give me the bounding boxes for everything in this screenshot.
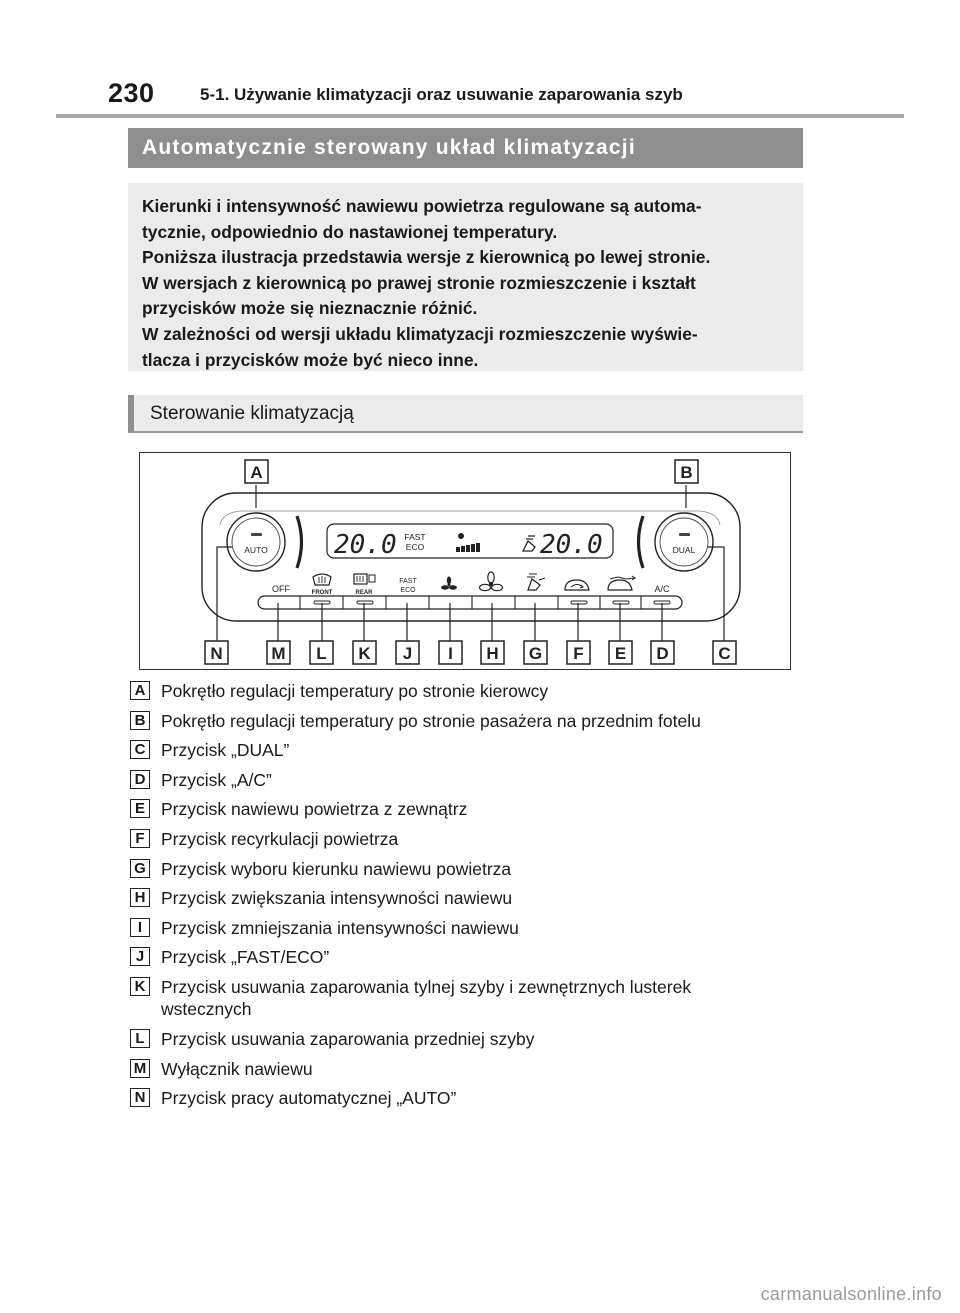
legend-text: Przycisk zwiększania intensywności nawiewu xyxy=(161,888,513,909)
legend-letter: A xyxy=(130,681,150,700)
legend-text: Pokrętło regulacji temperatury po stronie kierowcy xyxy=(161,681,549,701)
legend-item xyxy=(130,798,810,828)
legend-item xyxy=(130,680,810,710)
rear-label: REAR xyxy=(355,590,373,596)
legend-item xyxy=(130,828,810,858)
callout-label: I xyxy=(448,644,453,663)
legend-text: Przycisk usuwania zaparowania tylnej szyby i zewnętrznych lusterek xyxy=(161,976,692,997)
header-rule xyxy=(56,114,904,118)
off-label: OFF xyxy=(272,584,290,594)
auto-label: AUTO xyxy=(244,545,268,555)
legend-item xyxy=(130,887,810,917)
legend-text: Przycisk wyboru kierunku nawiewu powietrza xyxy=(161,858,512,879)
legend-item xyxy=(130,739,810,769)
legend-text: Przycisk usuwania zaparowania przedniej szyby xyxy=(161,1028,535,1049)
intro-line: tlacza i przycisków może być nieco inne. xyxy=(142,349,479,370)
eco-button-label: ECO xyxy=(400,587,416,594)
legend-letter: G xyxy=(130,859,150,878)
legend-item xyxy=(130,946,810,976)
callout-label: N xyxy=(210,644,223,663)
eco-indicator: ECO xyxy=(405,542,425,552)
legend-letter: M xyxy=(130,1059,150,1078)
intro-line: W wersjach z kierownicą po prawej stronie rozmieszczenie i kształt xyxy=(142,272,696,293)
legend-item xyxy=(130,917,810,947)
intro-line: W zależności od wersji układu klimatyzacji rozmieszczenie wyświe- xyxy=(142,323,698,344)
callout-label: G xyxy=(528,644,543,663)
legend-letter: E xyxy=(130,799,150,818)
callout-label: H xyxy=(486,644,499,663)
callout-label: L xyxy=(316,644,327,663)
right-knob-indicator xyxy=(679,533,690,536)
legend-letter: B xyxy=(130,711,150,730)
legend-item xyxy=(130,769,810,799)
legend-item xyxy=(130,1058,810,1088)
intro-line: przycisków może się nieznacznie różnić. xyxy=(142,298,478,319)
callout-label: D xyxy=(656,644,669,663)
intro-line: Poniższa ilustracja przedstawia wersje z kierownicą po lewej stronie. xyxy=(142,247,711,268)
legend-text: Przycisk „A/C” xyxy=(161,769,272,790)
diagram-svg xyxy=(140,453,792,671)
callouts-bottom xyxy=(205,641,736,664)
climate-control-diagram xyxy=(139,452,791,670)
left-knob-indicator xyxy=(251,533,262,536)
intro-line: tycznie, odpowiednio do nastawionej temperatury. xyxy=(142,221,558,242)
right-temperature-knob xyxy=(655,513,713,571)
legend-text: Przycisk zmniejszania intensywności nawiewu xyxy=(161,917,519,938)
dual-label: DUAL xyxy=(672,545,696,555)
fast-button-label: FAST xyxy=(399,578,417,585)
legend-letter: J xyxy=(130,947,150,966)
legend-letter: N xyxy=(130,1088,150,1107)
legend-text: Przycisk „FAST/ECO” xyxy=(161,947,330,968)
subsection-title: Sterowanie klimatyzacją xyxy=(128,395,803,433)
legend-text-continued: wstecznych xyxy=(161,998,252,1019)
callout-label: C xyxy=(718,644,731,663)
intro-box xyxy=(128,183,803,371)
legend-letter: H xyxy=(130,888,150,907)
legend-item xyxy=(130,976,810,1028)
legend-item xyxy=(130,1087,810,1117)
temp-right-display: 20.0 xyxy=(540,530,603,560)
intro-line: Kierunki i intensywność nawiewu powietrza regulowane są automa- xyxy=(142,196,702,216)
callout-label: J xyxy=(402,644,413,663)
callout-label: F xyxy=(573,644,584,663)
fast-indicator: FAST xyxy=(404,532,426,542)
watermark: carmanualsonline.info xyxy=(760,1284,942,1304)
ac-label: A/C xyxy=(654,584,670,594)
left-temperature-knob xyxy=(227,513,285,571)
legend-item xyxy=(130,710,810,740)
legend-item xyxy=(130,858,810,888)
legend-text: Przycisk nawiewu powietrza z zewnątrz xyxy=(161,799,468,820)
legend-item xyxy=(130,1028,810,1058)
legend-letter: C xyxy=(130,740,150,759)
legend-letter: F xyxy=(130,829,150,848)
legend-text: Pokrętło regulacji temperatury po stronie pasażera na przednim fotelu xyxy=(161,710,701,731)
page-number: 230 xyxy=(108,78,155,108)
temp-left-display: 20.0 xyxy=(334,530,397,560)
front-label: FRONT xyxy=(311,590,333,596)
callout-label: E xyxy=(614,644,627,663)
legend-text: Przycisk „DUAL” xyxy=(161,740,290,761)
legend-letter: L xyxy=(130,1029,150,1048)
callout-label: B xyxy=(680,463,693,482)
legend-text: Przycisk pracy automatycznej „AUTO” xyxy=(161,1088,457,1109)
callout-label: M xyxy=(271,644,286,663)
legend-text: Wyłącznik nawiewu xyxy=(161,1058,313,1079)
legend-letter: K xyxy=(130,977,150,996)
callout-label: A xyxy=(250,463,263,482)
legend-letter: I xyxy=(130,918,150,937)
legend-letter: D xyxy=(130,770,150,789)
chapter-title: 5-1. Używanie klimatyzacji oraz usuwanie zaparowania szyb xyxy=(200,85,683,104)
legend-list xyxy=(130,680,810,1117)
section-title: Automatycznie sterowany układ klimatyzacji xyxy=(128,128,803,168)
legend-text: Przycisk recyrkulacji powietrza xyxy=(161,828,399,849)
callout-label: K xyxy=(358,644,371,663)
